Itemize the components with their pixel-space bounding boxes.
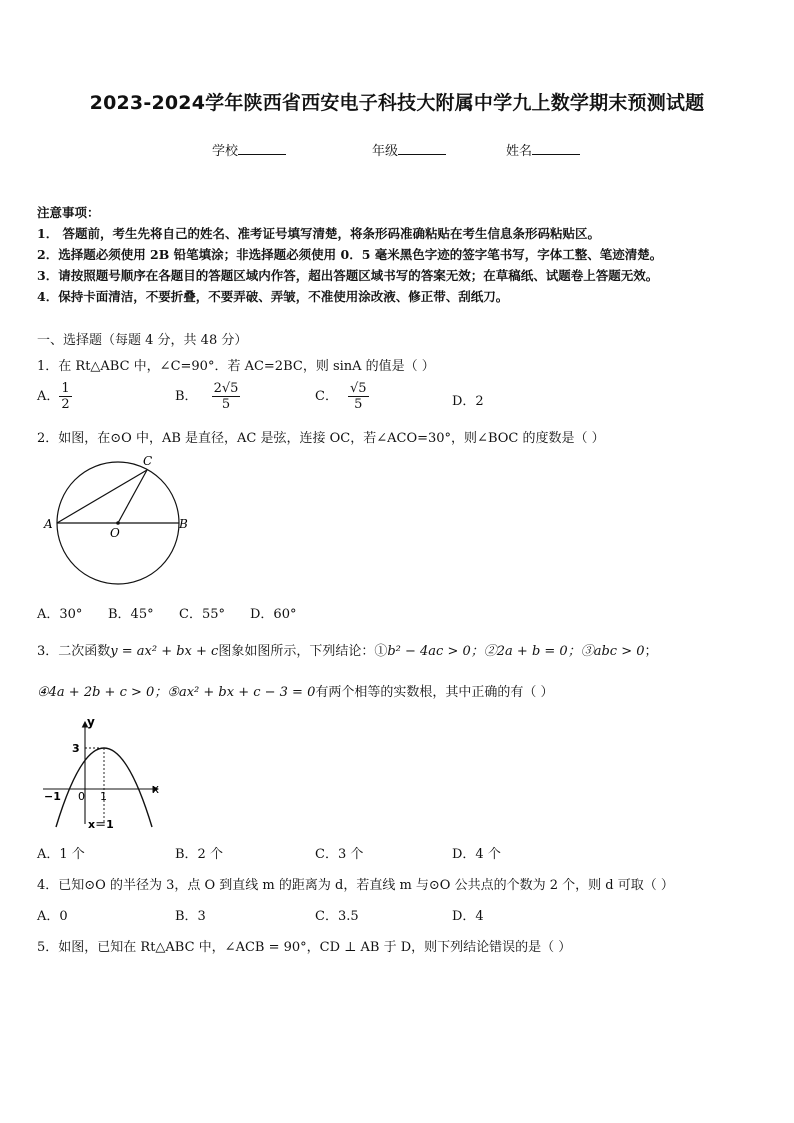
fraction-numerator: 1 bbox=[61, 381, 70, 396]
school-label: 学校 bbox=[212, 144, 239, 159]
q2-circle-figure bbox=[38, 450, 198, 590]
q3-option-a[interactable]: A．1 个 bbox=[37, 847, 85, 862]
notice-item: 4．保持卡面清洁，不要折叠，不要弄破、弄皱，不准使用涂改液、修正带、刮纸刀。 bbox=[37, 289, 509, 304]
section-heading: 一、选择题（每题 4 分，共 48 分） bbox=[37, 333, 248, 348]
grade-label: 年级 bbox=[372, 144, 399, 159]
x-tick-1: 1 bbox=[100, 790, 107, 803]
x-tick-neg1: −1 bbox=[44, 790, 61, 803]
symmetry-axis-label: x＝1 bbox=[88, 818, 114, 831]
fraction-denominator: 2 bbox=[61, 397, 70, 412]
q3-function: y = ax² + bx + c bbox=[110, 644, 219, 659]
notice-heading: 注意事项： bbox=[37, 205, 100, 220]
q1-option-a[interactable] bbox=[37, 381, 72, 412]
q3-parabola-graph bbox=[38, 712, 168, 832]
q3-option-d[interactable]: D．4 个 bbox=[452, 847, 501, 862]
name-label: 姓名 bbox=[506, 144, 533, 159]
notice-item: 3．请按照题号顺序在各题目的答题区域内作答，超出答题区域书写的答案无效；在草稿纸、试题卷上答题无效。 bbox=[37, 268, 659, 283]
option-label: B． bbox=[175, 389, 198, 404]
y-tick-3: 3 bbox=[72, 742, 80, 755]
q2-option-d[interactable]: D．60° bbox=[250, 607, 297, 622]
q3-conclusion-5: ；⑤ax² + bx + c − 3 = 0 bbox=[154, 685, 316, 700]
x-label: x bbox=[152, 782, 160, 796]
option-label: C． bbox=[315, 389, 338, 404]
school-field[interactable] bbox=[212, 140, 286, 159]
label-b: B bbox=[179, 517, 188, 531]
center-dot bbox=[116, 521, 120, 525]
q3-mid-text: 图象如图所示，下列结论：① bbox=[218, 644, 388, 659]
origin-label: 0 bbox=[78, 790, 85, 803]
question-4-stem: 4．已知⊙O 的半径为 3，点 O 到直线 m 的距离为 d，若直线 m 与⊙O 公共点的个数为 2 个，则 d 可取（ ） bbox=[37, 878, 674, 893]
fraction-denominator: 5 bbox=[221, 397, 231, 412]
question-2-stem: 2．如图，在⊙O 中，AB 是直径，AC 是弦，连接 OC，若∠ACO=30°，则∠BOC 的度数是（ ） bbox=[37, 431, 605, 446]
q3-line1-end: ； bbox=[644, 644, 658, 659]
parabola-curve bbox=[56, 748, 152, 827]
q3-option-b[interactable]: B．2 个 bbox=[175, 847, 223, 862]
question-1-stem: 1．在 Rt△ABC 中，∠C=90°．若 AC=2BC，则 sinA 的值是（ ） bbox=[37, 359, 435, 374]
q4-option-a[interactable]: A．0 bbox=[37, 909, 68, 924]
label-a: A bbox=[44, 517, 53, 531]
y-label: y bbox=[87, 715, 95, 729]
page-title: 2023-2024学年陕西省西安电子科技大附属中学九上数学期末预测试题 bbox=[89, 92, 705, 114]
q3-conclusion-1: b² − 4ac > 0 bbox=[387, 644, 471, 659]
chord-ac bbox=[57, 470, 147, 523]
label-c: C bbox=[143, 454, 153, 468]
question-3-line-1 bbox=[37, 640, 658, 659]
notice-item: 2．选择题必须使用 2B 铅笔填涂；非选择题必须使用 0．5 毫米黑色字迹的签字笔书写，字体工整、笔迹清楚。 bbox=[37, 247, 663, 262]
fraction-numerator: √5 bbox=[349, 381, 367, 396]
q3-option-c[interactable]: C．3 个 bbox=[315, 847, 364, 862]
q2-option-c[interactable]: C．55° bbox=[179, 607, 225, 622]
label-o: O bbox=[110, 526, 120, 540]
q3-conclusion-2: ；②2a + b = 0 bbox=[470, 644, 568, 659]
grade-field[interactable] bbox=[372, 140, 446, 159]
q1-option-b[interactable] bbox=[175, 381, 240, 412]
q3-line2-end: 有两个相等的实数根，其中正确的有（ ） bbox=[315, 685, 554, 700]
fraction-denominator: 5 bbox=[354, 397, 363, 412]
q3-conclusion-3: ；③abc > 0 bbox=[567, 644, 645, 659]
q4-option-b[interactable]: B．3 bbox=[175, 909, 206, 924]
q4-option-d[interactable]: D．4 bbox=[452, 909, 484, 924]
q3-prefix: 3．二次函数 bbox=[37, 644, 111, 659]
question-5-stem: 5．如图，已知在 Rt△ABC 中，∠ACB = 90°，CD ⊥ AB 于 D，则下列结论错误的是（ ） bbox=[37, 940, 572, 955]
option-label: A． bbox=[37, 389, 60, 404]
name-field[interactable] bbox=[506, 140, 580, 159]
q2-option-b[interactable]: B．45° bbox=[108, 607, 154, 622]
q1-option-c[interactable] bbox=[315, 381, 369, 412]
q2-option-a[interactable]: A．30° bbox=[37, 607, 83, 622]
q3-conclusion-4: ④4a + 2b + c > 0 bbox=[37, 685, 155, 700]
fraction-numerator: 2√5 bbox=[213, 381, 239, 396]
q4-option-c[interactable]: C．3.5 bbox=[315, 909, 359, 924]
q1-option-d[interactable]: D．2 bbox=[452, 394, 484, 409]
notice-item: 1． 答题前，考生先将自己的姓名、准考证号填写清楚，将条形码准确粘贴在考生信息条形码粘贴区。 bbox=[37, 226, 601, 241]
question-3-line-2 bbox=[37, 681, 554, 700]
